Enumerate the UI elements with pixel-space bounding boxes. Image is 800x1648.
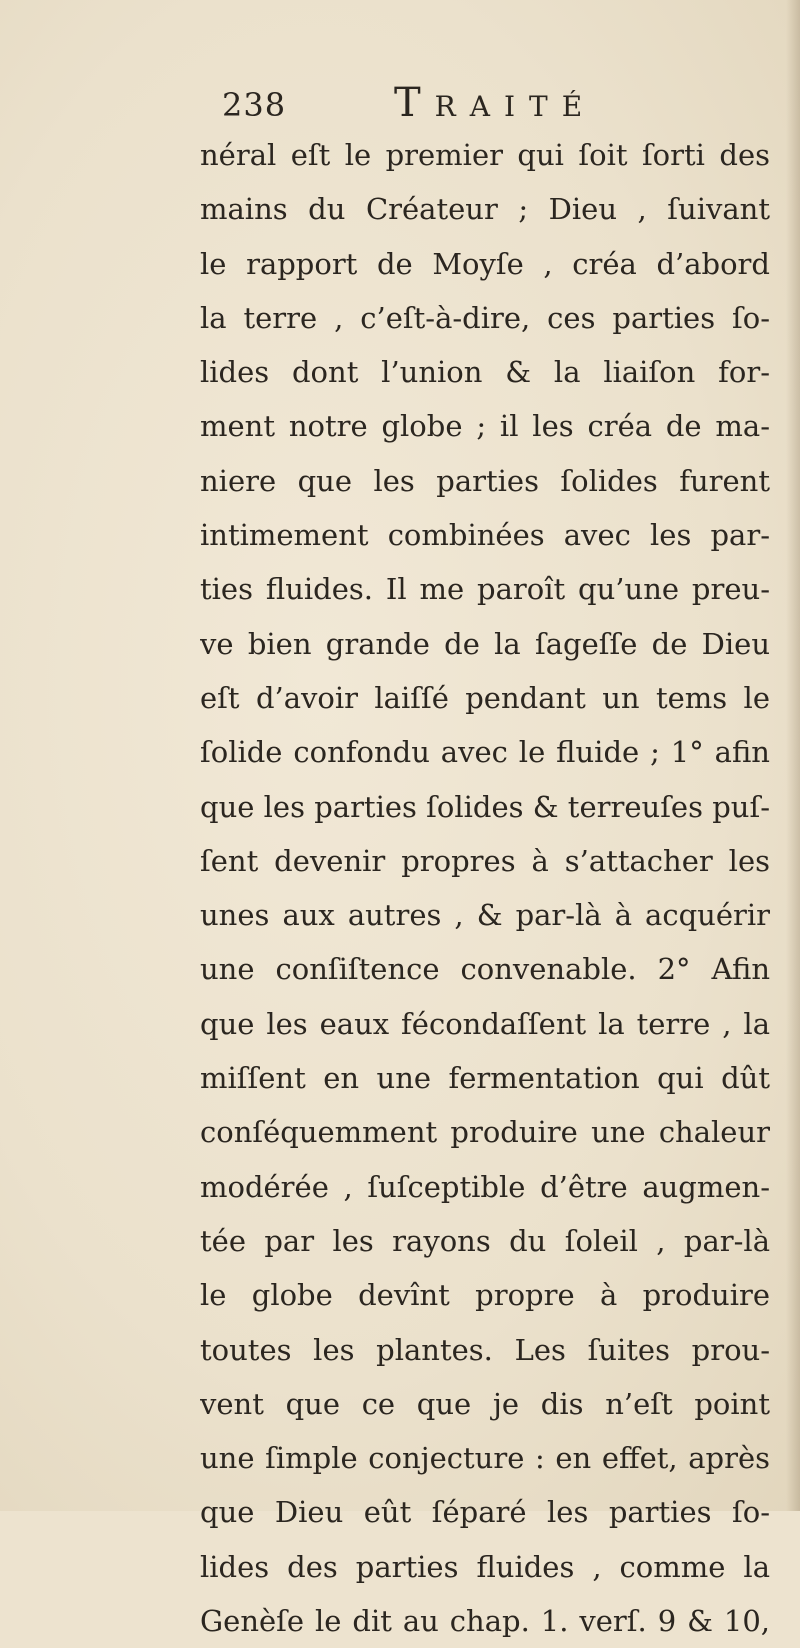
text-line: la terre , c’eſt-à-dire, ces parties ſo- <box>200 300 770 335</box>
text-line: ſent devenir propres à s’attacher les <box>200 843 770 878</box>
text-line: miſſent en une fermentation qui dût <box>200 1061 770 1096</box>
running-title: Traité <box>394 80 597 126</box>
text-line: le globe devînt propre à produire <box>200 1278 770 1313</box>
text-line: une conſiſtence convenable. 2° Afin <box>200 952 770 987</box>
page-edge-shadow <box>786 0 800 1511</box>
text-line: néral eſt le premier qui ſoit ſorti des <box>200 138 770 172</box>
text-line: modérée , ſuſceptible d’être augmen- <box>200 1169 770 1204</box>
text-line: une ſimple conjecture : en effet, après <box>200 1441 770 1476</box>
text-line: que Dieu eût ſéparé les parties ſo- <box>200 1495 770 1530</box>
text-line: mains du Créateur ; Dieu , ſuivant <box>200 192 770 227</box>
text-line: lides dont l’union & la liaiſon for- <box>200 355 770 390</box>
text-line: unes aux autres , & par-là à acquérir <box>200 898 770 933</box>
text-line: toutes les plantes. Les ſuites prou- <box>200 1332 770 1367</box>
page-header <box>222 78 602 128</box>
text-line: vent que ce que je dis n’eſt point <box>200 1386 770 1421</box>
text-line: conſéquemment produire une chaleur <box>200 1115 770 1150</box>
text-line: que les eaux fécondaſſent la terre , la <box>200 1006 770 1041</box>
text-line: eſt d’avoir laiſſé pendant un tems le <box>200 680 770 715</box>
text-line: ment notre globe ; il les créa de ma- <box>200 409 770 444</box>
text-line: intimement combinées avec les par- <box>200 518 770 553</box>
text-line: niere que les parties ſolides furent <box>200 463 770 498</box>
page-number: 238 <box>222 86 287 124</box>
text-line: ſolide confondu avec le fluide ; 1° afin <box>200 735 770 770</box>
text-line: lides des parties fluides , comme la <box>200 1549 770 1584</box>
text-line: ve bien grande de la ſageſſe de Dieu <box>200 626 770 661</box>
text-line: le rapport de Moyſe , créa d’abord <box>200 246 770 281</box>
body-text <box>200 128 770 1648</box>
text-line: tée par les rayons du ſoleil , par-là <box>200 1223 770 1258</box>
text-line: Genèſe le dit au chap. 1. verſ. 9 & 10, <box>200 1604 770 1639</box>
text-line: que les parties ſolides & terreuſes puſ- <box>200 789 770 824</box>
text-line: ties fluides. Il me paroît qu’une preu- <box>200 572 770 607</box>
